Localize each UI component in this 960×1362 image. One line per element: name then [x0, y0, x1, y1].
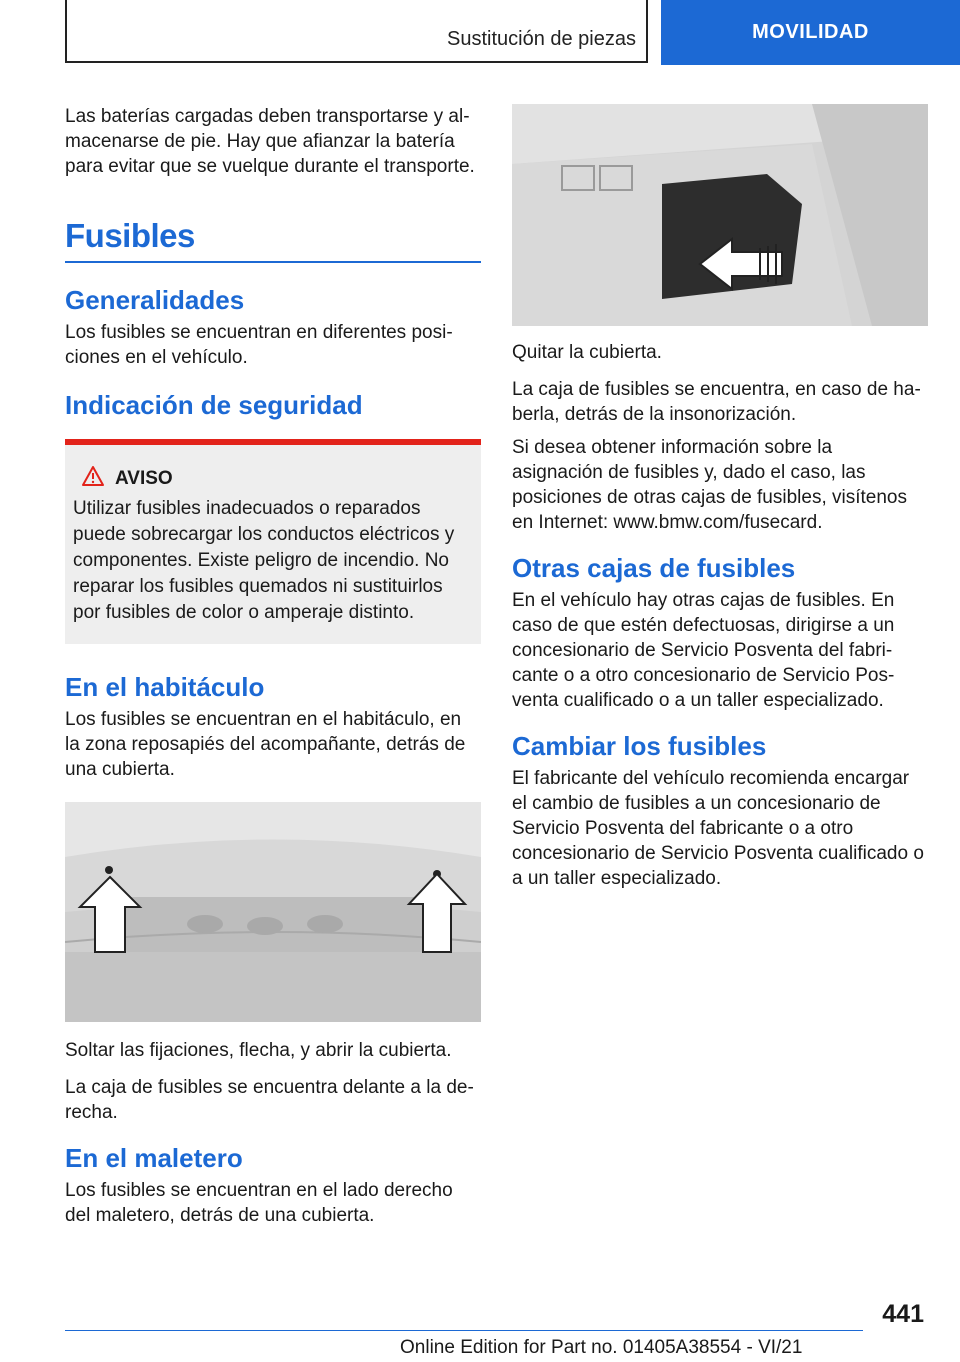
intro-paragraph: Las baterías cargadas deben transportarse y almacenarse de pie. Hay que afianzar la batería para evitar que se vuelque durante el transporte. [65, 106, 475, 177]
info-paragraph: Si desea obtener información sobre la asignación de fusibles y, dado el caso, las posiciones de otras cajas de fusibles, visítenos en Internet: www.bmw.com/fusecard. [512, 437, 907, 533]
generalidades-heading: Generalidades [65, 285, 245, 315]
footer-edition: Online Edition for Part no. 01405A38554 - VI/21 [400, 1337, 803, 1358]
header-tab-movilidad[interactable]: MOVILIDAD [661, 0, 960, 65]
footwell-photo [65, 802, 481, 1022]
caja-detras-paragraph: La caja de fusibles se encuentra, en caso de haberla, detrás de la insonorización. [512, 379, 921, 425]
otras-cajas-paragraph: En el vehículo hay otras cajas de fusibles. En caso de que estén defectuosas, dirigirse a un concesionario de Servicio Posventa del fabricante o a otro concesionario de Servicio Posventa cualificado o a un taller especializado. [512, 590, 895, 711]
warning-title: AVISO [115, 467, 173, 489]
right-column [512, 104, 928, 903]
caja-delante-paragraph: La caja de fusibles se encuentra delante a la derecha. [65, 1077, 474, 1123]
seguridad-heading: Indicación de seguridad [65, 390, 363, 420]
caption-soltar: Soltar las fijaciones, flecha, y abrir la cubierta. [65, 1040, 452, 1061]
footer-divider [65, 1330, 863, 1331]
otras-cajas-heading: Otras cajas de fusibles [512, 553, 796, 583]
maletero-paragraph: Los fusibles se encuentran en el lado derecho del maletero, detrás de una cubierta. [65, 1180, 453, 1226]
cambiar-paragraph: El fabricante del vehículo recomienda encargar el cambio de fusibles a un concesionario de Servicio Posventa del fabricante o a otro concesionario de Servicio Posventa cualificado o a un taller especializado. [512, 768, 924, 889]
habitaculo-heading: En el habitáculo [65, 672, 265, 702]
warning-box [65, 439, 481, 644]
caption-quitar: Quitar la cubierta. [512, 342, 662, 363]
trunk-photo [512, 104, 928, 326]
maletero-heading: En el maletero [65, 1143, 243, 1173]
habitaculo-paragraph: Los fusibles se encuentran en el habitáculo, en la zona reposapiés del acompañante, detrás de una cubierta. [65, 709, 466, 780]
header-section-title: Sustitución de piezas [446, 28, 636, 50]
fusibles-heading: Fusibles [65, 217, 481, 263]
generalidades-paragraph: Los fusibles se encuentran en diferentes posiciones en el vehículo. [65, 322, 453, 368]
cambiar-heading: Cambiar los fusibles [512, 731, 767, 761]
page-number: 441 [882, 1300, 924, 1328]
warning-triangle-icon [81, 465, 105, 492]
warning-text: Utilizar fusibles inadecuados o reparados puede sobrecargar los conductos eléctricos y componentes. Existe peligro de incendio. No reparar los fusibles quemados ni sustituirlos por fusibles de color o amperaje distinto. [73, 498, 455, 623]
left-column [65, 104, 481, 1240]
